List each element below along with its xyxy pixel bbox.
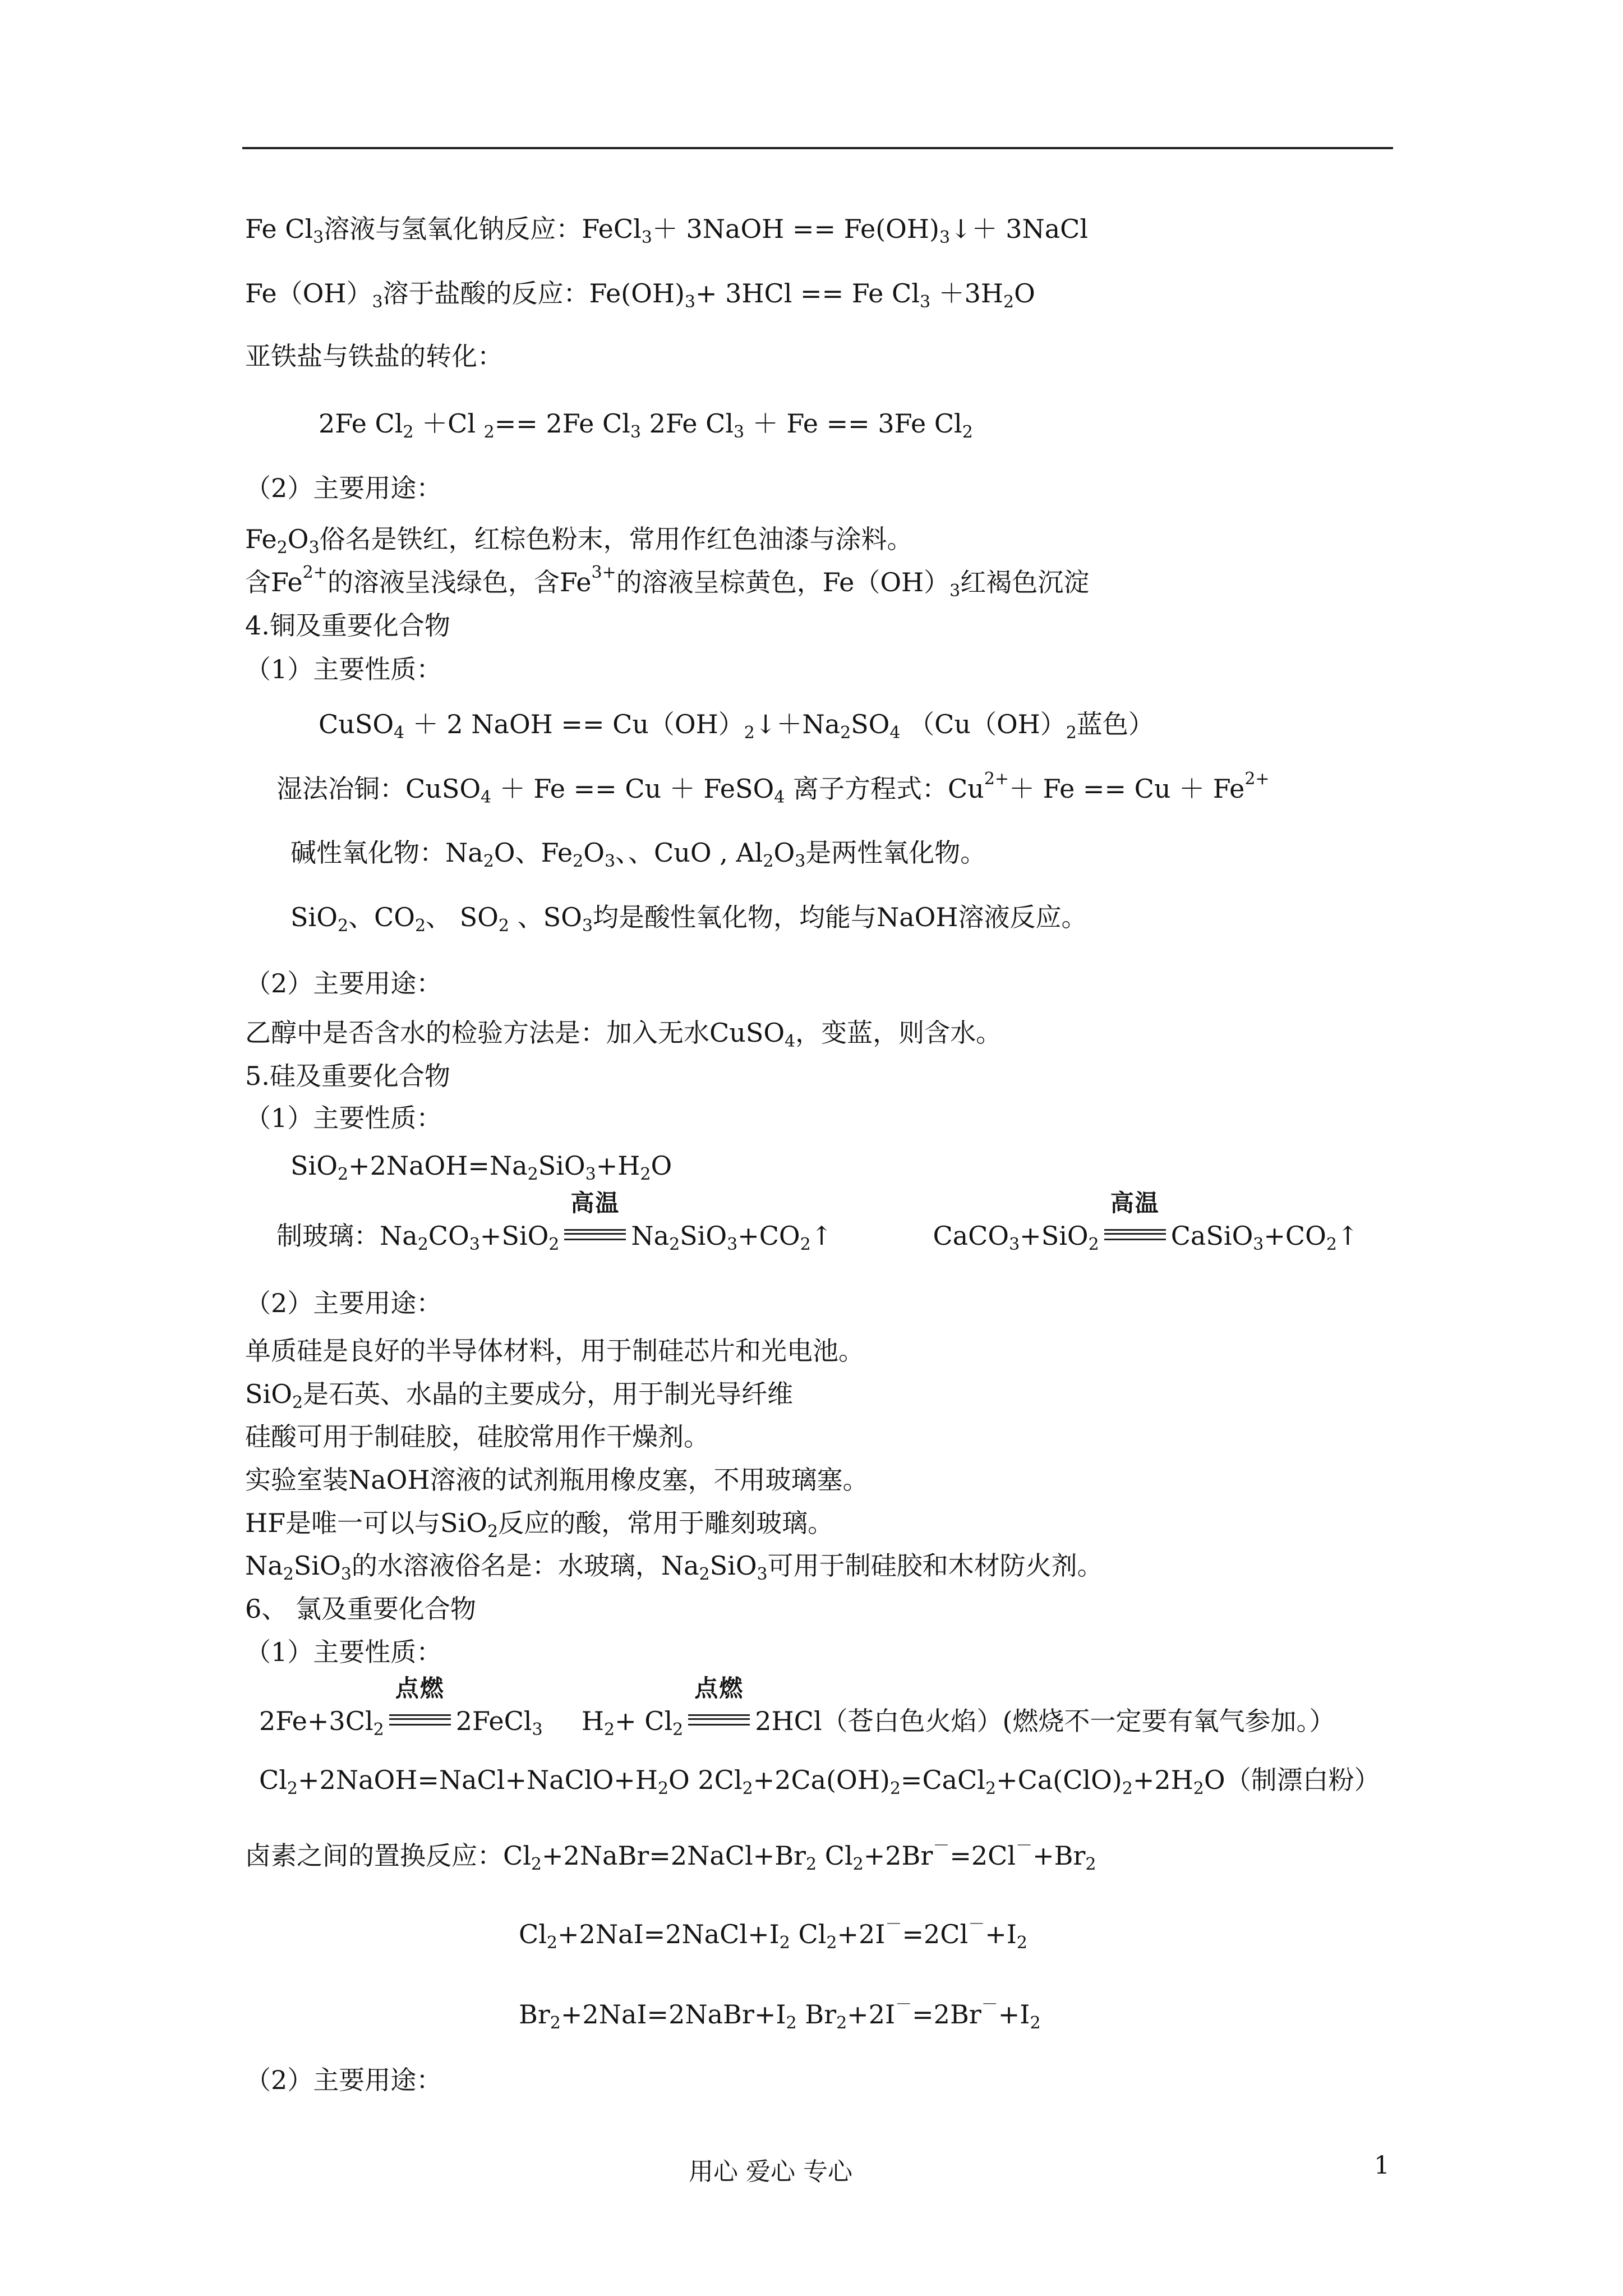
text-line: 碱性氧化物：$Na_2O$、$Fe_2O_3$、、CuO , $Al_2O_3$是两性氧化物。 (291, 838, 986, 871)
text-line: 卤素之间的置换反应：$Cl_2+2NaBr=2NaCl+Br_2$ $Cl_2+2Br^-=2Cl^-+Br_2$ (245, 1836, 1096, 1874)
text-line: $Br_2+2NaI=2NaBr+I_2$ $Br_2+2I^-=2Br^-+I_2$ (519, 1995, 1041, 2033)
reaction-condition (384, 1674, 456, 1734)
text-line: HF是唯一可以与SiO$_2$反应的酸，常用于雕刻玻璃。 (245, 1508, 834, 1542)
text-line: 实验室装NaOH溶液的试剂瓶用橡皮塞，不用玻璃塞。 (245, 1465, 869, 1495)
text-line: $Na_2SiO_3$的水溶液俗名是：水玻璃，$Na_2SiO_3$可用于制硅胶和木材防火剂。 (245, 1550, 1103, 1584)
text-line: SiO$_2$是石英、水晶的主要成分，用于制光导纤维 (245, 1379, 794, 1412)
header-rule (242, 147, 1393, 149)
text-line: 含$Fe^{2+}$的溶液呈浅绿色，含$Fe^{3+}$的溶液呈棕黄色，$Fe(OH)_3$红褐色沉淀 (245, 563, 1090, 601)
text-line: $Fe(OH)_3$溶于盐酸的反应：$Fe(OH)_3+ 3HCl == Fe$ $Cl_3 +3H_2O$ (245, 278, 1035, 312)
eq-cl-b-reactants: $H_2+ Cl_2$ (581, 1706, 684, 1740)
text-line: 5.硅及重要化合物 (245, 1061, 450, 1091)
text-line: $Cl_2+2NaOH=NaCl+NaClO+H_2O$ $2Cl_2+2Ca(OH)_2=CaCl_2+Ca(ClO)_2+2H_2O$（制漂白粉） (259, 1765, 1380, 1798)
text-line: $SiO_2+2NaOH=Na_2SiO_3+H_2O$ (291, 1151, 672, 1184)
reaction-condition (559, 1189, 631, 1249)
text-line: （2）主要用途： (245, 473, 442, 503)
condition-label: 高温 (1110, 1189, 1160, 1217)
text-line: 乙醇中是否含水的检验方法是：加入无水CuSO$_4$，变蓝，则含水。 (245, 1018, 1002, 1051)
text-line: $Fe_2O_3$俗名是铁红，红棕色粉末，常用作红色油漆与涂料。 (245, 524, 913, 558)
reaction-condition (683, 1674, 755, 1734)
page-number: 1 (1374, 2151, 1390, 2180)
eq-cl-a-reactants: $2Fe+3Cl_2$ (259, 1706, 384, 1740)
eq-glass-a-reactants: 制玻璃：$Na_2CO_3+SiO_2$ (276, 1221, 560, 1254)
equals-sign (564, 1229, 626, 1240)
text-line: （1）主要性质： (245, 1103, 442, 1133)
condition-label: 点燃 (395, 1674, 445, 1702)
eq-cl-line (259, 1674, 1335, 1740)
equals-sign (1104, 1229, 1166, 1240)
eq-cl-b-products: 2HCl（苍白色火焰）(燃烧不一定要有氧气参加。） (755, 1706, 1335, 1736)
text-line: 亚铁盐与铁盐的转化： (245, 341, 503, 371)
text-line: 湿法冶铜：CuSO$_4$ ＋ Fe == Cu ＋ FeSO$_4$ 离子方程式：$Cu^{2+}+ Fe == Cu + Fe^{2+}$ (276, 769, 1270, 807)
equals-sign (389, 1714, 451, 1726)
eq-glass-b-reactants: CaCO$_3$+SiO$_2$ (933, 1221, 1099, 1254)
text-line: SiO$_2$、$CO_2$、 $SO_2$ 、$SO_3$均是酸性氧化物，均能与NaOH溶液反应。 (291, 902, 1087, 936)
eq-glass-line (276, 1189, 1359, 1254)
text-line: 4.铜及重要化合物 (245, 610, 450, 641)
text-line: 6、 氯及重要化合物 (245, 1594, 476, 1624)
text-line: （2）主要用途： (245, 2065, 442, 2095)
text-line: （2）主要用途： (245, 968, 442, 999)
eq-glass-a-products: $Na_2SiO_3+CO_2↑$ (631, 1221, 833, 1254)
condition-label: 高温 (570, 1189, 620, 1217)
text-line: CuSO$_4$ ＋ 2 NaOH == $Cu(OH)_2↓+Na_2SO_4$ （$Cu(OH)_2$蓝色） (319, 709, 1154, 743)
eq-glass-b-products: $CaSiO_3+CO_2↑$ (1170, 1221, 1359, 1254)
text-line: Fe $Cl_3$溶液与氢氧化钠反应：FeCl$_3$＋ 3NaOH == $Fe(OH)_3↓+$ 3NaCl (245, 214, 1089, 247)
condition-label: 点燃 (694, 1674, 744, 1702)
reaction-condition (1099, 1189, 1171, 1249)
text-line: 单质硅是良好的半导体材料，用于制硅芯片和光电池。 (245, 1336, 864, 1366)
text-line: （2）主要用途： (245, 1288, 442, 1318)
text-line: 2Fe $Cl_2 +Cl$ $_2$== 2Fe $Cl_3$ 2Fe $Cl_3 + Fe == 3Fe$ $Cl_2$ (319, 408, 973, 442)
text-line: （1）主要性质： (245, 1637, 442, 1667)
equals-sign (688, 1714, 750, 1726)
eq-cl-a-products: 2FeCl$_3$ (455, 1706, 543, 1740)
text-line: $Cl_2+2NaI=2NaCl+I_2$ $Cl_2+2I^-=2Cl^-+I_2$ (519, 1915, 1028, 1953)
text-line: （1）主要性质： (245, 654, 442, 684)
footer-motto: 用心 爱心 专心 (689, 2157, 852, 2186)
text-line: 硅酸可用于制硅胶，硅胶常用作干燥剂。 (245, 1421, 709, 1452)
